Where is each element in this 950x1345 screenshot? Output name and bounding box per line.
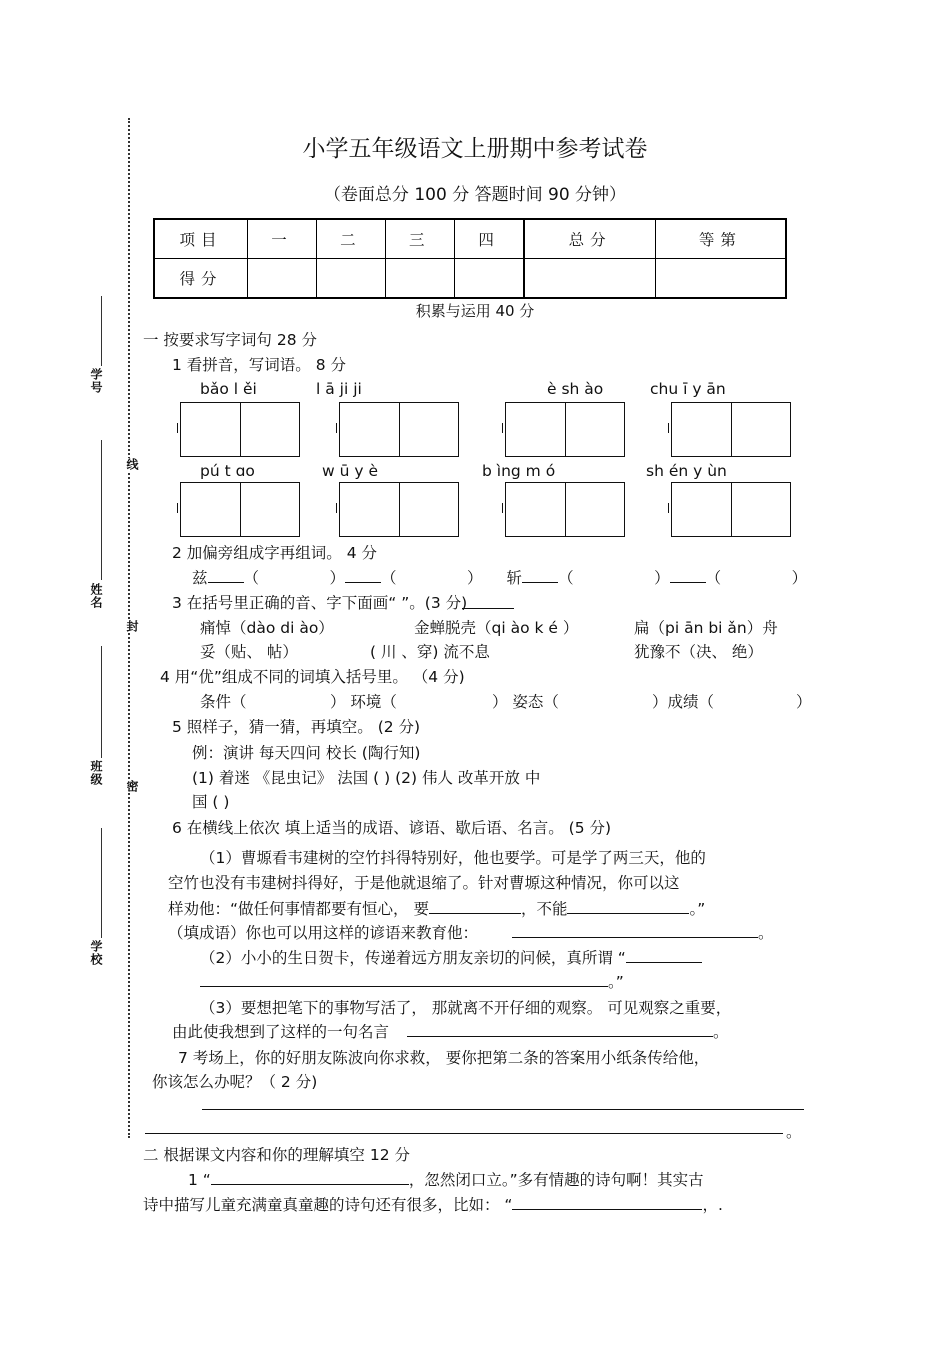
answer-blank[interactable] [208, 582, 244, 583]
exam-info: （卷面总分 100 分 答题时间 90 分钟） [323, 185, 627, 205]
pinyin-prompt: sh én y ùn [646, 462, 727, 480]
margin-line [101, 646, 102, 758]
q6-paragraph: （1）曹塬看韦建树的空竹抖得特别好，他也要学。可是学了两三天，他的 [200, 849, 706, 867]
q4-item: ） [796, 693, 812, 711]
score-header-cell: 等第 [655, 219, 786, 259]
p2-q1-line [188, 1168, 704, 1190]
score-row-label: 得分 [154, 259, 248, 299]
score-header-cell: 项目 [154, 219, 248, 259]
p2-text: ，忽然闭口立。”多有情趣的诗句啊！其实古 [408, 1171, 704, 1189]
margin-label-student-id: 学号 [89, 368, 103, 394]
section-1-heading: 一 按要求写字词句 28 分 [143, 331, 318, 349]
q2-char: 兹 [192, 569, 208, 587]
score-table-header-row [154, 219, 786, 259]
q7-text: 你该怎么办呢？（ 2 分) [152, 1073, 318, 1091]
answer-grid[interactable] [671, 402, 791, 457]
pinyin-prompt: w ū y è [322, 462, 378, 480]
q6-text: （2）小小的生日贺卡，传递着远方朋友亲切的问候，真所谓 “ [200, 949, 626, 967]
answer-blank[interactable] [512, 937, 758, 938]
pinyin-prompt: bǎo l ěi [200, 380, 257, 398]
q6-title: 6 在横线上依次 填上适当的成语、谚语、歇后语、名言。 (5 分) [172, 819, 612, 837]
margin-label-name: 姓名 [89, 583, 103, 609]
score-header-cell: 一 [248, 219, 317, 259]
q7-end-mark: 。 [786, 1123, 802, 1141]
seal-char-xian: 线 [125, 458, 139, 471]
q5-item: (1) 着迷 《昆虫记》 法国 ( ) (2) 伟人 改革开放 中 [192, 769, 541, 787]
margin-label-class: 班级 [89, 760, 103, 786]
answer-grid[interactable] [339, 402, 459, 457]
q6-paragraph: （3）要想把笔下的事物写活了， 那就离不开仔细的观察。 可见观察之重要， [200, 999, 732, 1017]
margin-line [101, 828, 102, 938]
q3-option: 扁（pi ān bi ǎn）舟 [634, 619, 778, 637]
page-title: 小学五年级语文上册期中参考试卷 [302, 136, 648, 162]
q6-text: （填成语）你也可以用这样的谚语来教育他： [168, 924, 479, 942]
answer-blank[interactable] [429, 913, 521, 914]
answer-grid[interactable] [180, 482, 300, 537]
answer-grid[interactable] [505, 482, 625, 537]
q4-item: ） 姿态（ [492, 693, 559, 711]
answer-blank[interactable] [407, 1036, 713, 1037]
q5-item: 国 ( ) [192, 793, 230, 811]
q3-option: 金蝉脱壳（qi ào k é ） [414, 619, 579, 637]
pinyin-prompt: pú t ɑo [200, 462, 255, 480]
q1-title: 1 看拼音，写词语。 8 分 [172, 356, 347, 374]
pinyin-prompt: chu ī y ān [650, 380, 726, 398]
q6-text: 。” [608, 973, 624, 991]
answer-grid[interactable] [505, 402, 625, 457]
q4-item: ）成绩（ [652, 693, 715, 711]
answer-blank[interactable] [512, 1209, 702, 1210]
part-heading: 积累与运用 40 分 [415, 302, 535, 320]
q6-text: 样劝他：“做任何事情都要有恒心， 要 [168, 900, 429, 918]
q5-example: 例：演讲 每天四问 校长 (陶行知) [192, 744, 421, 762]
q3-option: ( 川 、穿) 流不息 [370, 643, 490, 661]
score-table-score-row [154, 259, 786, 299]
answer-blank[interactable] [567, 913, 689, 914]
q6-paragraph [172, 1020, 729, 1042]
section-2-heading: 二 根据课文内容和你的理解填空 12 分 [143, 1146, 411, 1164]
q6-paragraph [168, 897, 705, 919]
q6-paragraph [200, 946, 702, 968]
p2-text: ，. [702, 1196, 723, 1214]
q2-title: 2 加偏旁组成字再组词。 4 分 [172, 544, 378, 562]
answer-grid[interactable] [180, 402, 300, 457]
q6-text: 。 [758, 924, 774, 942]
answer-blank[interactable] [670, 582, 706, 583]
answer-blank[interactable] [626, 962, 702, 963]
score-header-cell: 三 [385, 219, 454, 259]
answer-blank[interactable] [345, 582, 381, 583]
score-cell[interactable] [385, 259, 454, 299]
score-header-cell: 四 [454, 219, 524, 259]
pinyin-prompt: è sh ào [547, 380, 604, 398]
score-cell[interactable] [524, 259, 655, 299]
answer-grid[interactable] [671, 482, 791, 537]
margin-label-school: 学校 [89, 940, 103, 966]
answer-blank[interactable] [211, 1184, 409, 1185]
underline-sample [462, 608, 514, 609]
answer-blank[interactable] [200, 986, 608, 987]
q3-title: 3 在括号里正确的音、字下面画“ ”。(3 分) [172, 594, 468, 612]
margin-line [101, 440, 102, 580]
q6-text: ，不能 [520, 900, 568, 918]
score-cell[interactable] [248, 259, 317, 299]
seal-char-mi: 密 [125, 780, 139, 793]
score-cell[interactable] [454, 259, 524, 299]
q2-line: 兹 （ ） （ ） 斩 （ ） （ ） [192, 569, 808, 587]
answer-blank[interactable] [522, 582, 558, 583]
q6-text: 。” [689, 900, 706, 918]
q3-option: 妥（贴、 帖） [200, 643, 298, 661]
q6-paragraph: 空竹也没有韦建树抖得好，于是他就退缩了。针对曹塬这种情况，你可以这 [168, 874, 680, 892]
q4-item: 条件（ [200, 693, 247, 711]
p2-text: 1 “ [188, 1171, 211, 1189]
q3-option: 痛悼（dào di ào） [200, 619, 334, 637]
pinyin-prompt: l ā ji ji [316, 380, 362, 398]
pinyin-prompt: b ìng m ó [482, 462, 556, 480]
score-cell[interactable] [316, 259, 385, 299]
seal-char-feng: 封 [125, 620, 139, 633]
score-table [153, 218, 787, 299]
q3-option: 犹豫不（决、 绝） [634, 643, 763, 661]
q6-paragraph [168, 921, 774, 943]
q6-text: 由此使我想到了这样的一句名言 [172, 1023, 390, 1041]
q2-char: 斩 [506, 569, 523, 587]
answer-grid[interactable] [339, 482, 459, 537]
q6-paragraph [200, 970, 624, 992]
answer-line[interactable] [145, 1133, 783, 1134]
p2-q1-line [143, 1193, 723, 1215]
q6-text: 。 [713, 1023, 729, 1041]
p2-text: 诗中描写儿童充满童真童趣的诗句还有很多，比如： “ [143, 1196, 513, 1214]
score-header-cell: 总分 [524, 219, 655, 259]
q5-title: 5 照样子，猜一猜，再填空。 (2 分) [172, 718, 421, 736]
score-cell[interactable] [655, 259, 786, 299]
answer-line[interactable] [202, 1109, 804, 1110]
q4-title: 4 用“优”组成不同的词填入括号里。 （4 分) [160, 668, 465, 686]
q4-item: ） 环境（ [330, 693, 397, 711]
score-header-cell: 二 [316, 219, 385, 259]
q7-text: 7 考场上，你的好朋友陈波向你求救， 要你把第二条的答案用小纸条传给他， [178, 1049, 710, 1067]
